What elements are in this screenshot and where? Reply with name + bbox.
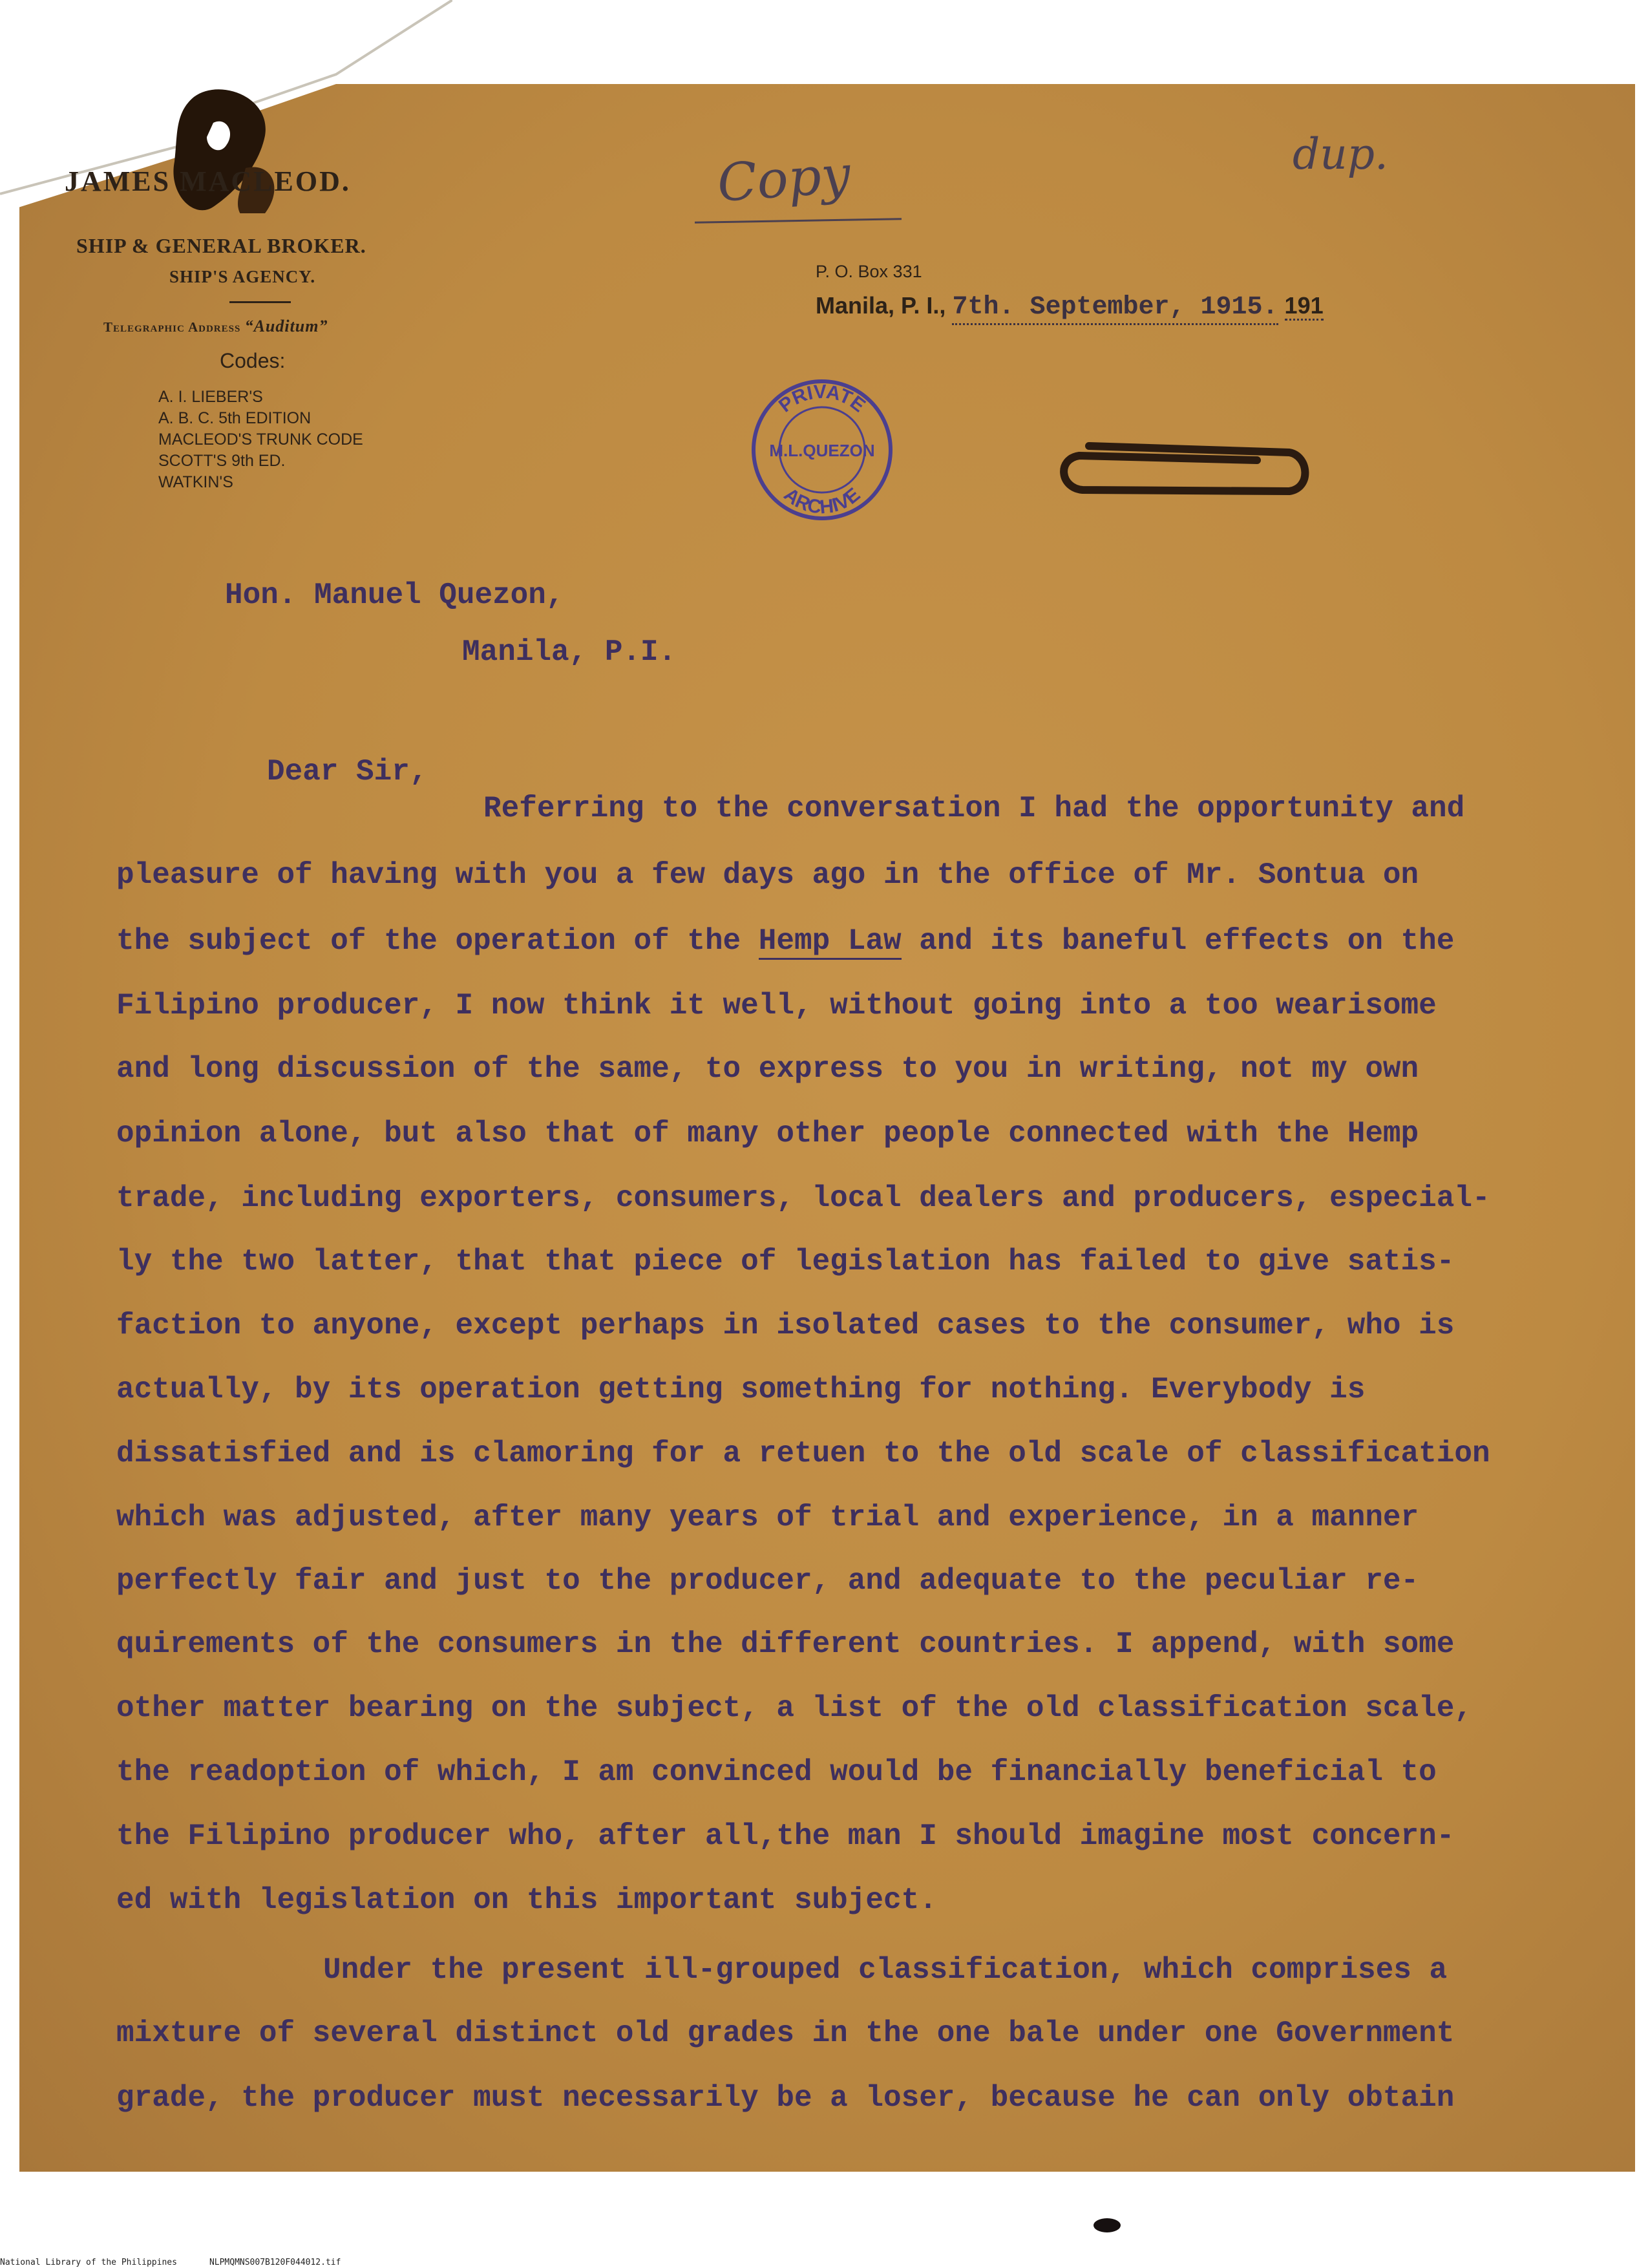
- code-item: WATKIN'S: [158, 473, 233, 491]
- code-item: MACLEOD'S TRUNK CODE: [158, 430, 363, 449]
- recipient-line-2: Manila, P.I.: [462, 635, 677, 669]
- body-line: the readoption of which, I am convinced would be financially beneficial to: [116, 1755, 1437, 1789]
- body-line: pleasure of having with you a few days ago in the office of Mr. Sontua on: [116, 858, 1419, 892]
- body-line-part: and its baneful effects on the: [901, 924, 1455, 958]
- typed-date: 7th. September, 1915.: [952, 293, 1278, 325]
- salutation: Dear Sir,: [267, 755, 428, 789]
- letterhead-divider: [229, 301, 291, 303]
- body-line: actually, by its operation getting something for nothing. Everybody is: [116, 1373, 1366, 1406]
- body-line: dissatisfied and is clamoring for a retuen to the old scale of classification: [116, 1437, 1490, 1470]
- ink-blot: [1092, 2217, 1122, 2234]
- dateline-place: Manila, P. I.,: [816, 292, 946, 319]
- code-item: SCOTT'S 9th ED.: [158, 452, 286, 470]
- svg-text:PRIVATE: [775, 381, 869, 417]
- body-line: Filipino producer, I now think it well, without going into a too wearisome: [116, 989, 1437, 1023]
- body-line: grade, the producer must necessarily be a loser, because he can only obtain: [116, 2081, 1455, 2115]
- body-line: mixture of several distinct old grades in the one bale under one Government: [116, 2017, 1455, 2050]
- stamp-bottom-text: ARCHIVE: [779, 483, 865, 518]
- stamp-top-text: PRIVATE: [775, 381, 869, 417]
- body-line: opinion alone, but also that of many other people connected with the Hemp: [116, 1117, 1419, 1150]
- stamp-middle-text: M.L.QUEZON: [769, 441, 875, 460]
- handwritten-copy-note: Copy: [715, 143, 852, 214]
- body-line: other matter bearing on the subject, a list of the old classification scale,: [116, 1691, 1472, 1725]
- recipient-line-1: Hon. Manuel Quezon,: [225, 578, 564, 612]
- private-archive-stamp: [748, 376, 896, 524]
- body-line: and long discussion of the same, to express to you in writing, not my own: [116, 1052, 1419, 1086]
- po-box: P. O. Box 331: [816, 262, 922, 281]
- codes-list: [158, 387, 363, 493]
- body-line: Under the present ill-grouped classification, which comprises a: [323, 1953, 1448, 1987]
- code-item: A. I. LIEBER'S: [158, 388, 263, 406]
- body-line: which was adjusted, after many years of trial and experience, in a manner: [116, 1501, 1419, 1534]
- body-line: faction to anyone, except perhaps in isolated cases to the consumer, who is: [116, 1309, 1455, 1342]
- paperclip-rust-mark: [1044, 427, 1315, 511]
- letterhead-broker-line: SHIP & GENERAL BROKER.: [76, 234, 366, 257]
- handwritten-dup-note: dup.: [1293, 129, 1388, 179]
- telegraphic-address: [103, 317, 328, 336]
- body-line: ed with legislation on this important subject.: [116, 1883, 937, 1917]
- body-line: [116, 924, 1454, 958]
- body-line: Referring to the conversation I had the opportunity and: [483, 792, 1465, 825]
- body-line: quirements of the consumers in the different countries. I append, with some: [116, 1627, 1455, 1661]
- printed-year-prefix: 191: [1285, 292, 1324, 321]
- body-line: trade, including exporters, consumers, local dealers and producers, especial-: [116, 1182, 1490, 1215]
- code-item: A. B. C. 5th EDITION: [158, 409, 312, 427]
- telegraphic-value: “Auditum”: [244, 317, 328, 335]
- dateline: [816, 292, 1324, 322]
- body-line-part: the subject of the operation of the: [116, 924, 759, 958]
- letterhead-agency-line: SHIP'S AGENCY.: [169, 267, 316, 286]
- letterhead-company-name: JAMES MACLEOD.: [65, 165, 351, 197]
- scan-filename: NLPMQMNS007B120F044012.tif: [209, 2258, 341, 2267]
- body-line: perfectly fair and just to the producer, and adequate to the peculiar re-: [116, 1564, 1419, 1598]
- body-line: ly the two latter, that that piece of legislation has failed to give satis-: [116, 1245, 1455, 1278]
- codes-label: Codes:: [220, 349, 286, 372]
- scan-caption: [0, 2258, 341, 2267]
- telegraphic-label: Telegraphic Address: [103, 319, 241, 335]
- institution-name: National Library of the Philippines: [0, 2258, 177, 2267]
- body-line: the Filipino producer who, after all,the man I should imagine most concern-: [116, 1819, 1455, 1853]
- hemp-law-underlined: Hemp Law: [759, 924, 902, 960]
